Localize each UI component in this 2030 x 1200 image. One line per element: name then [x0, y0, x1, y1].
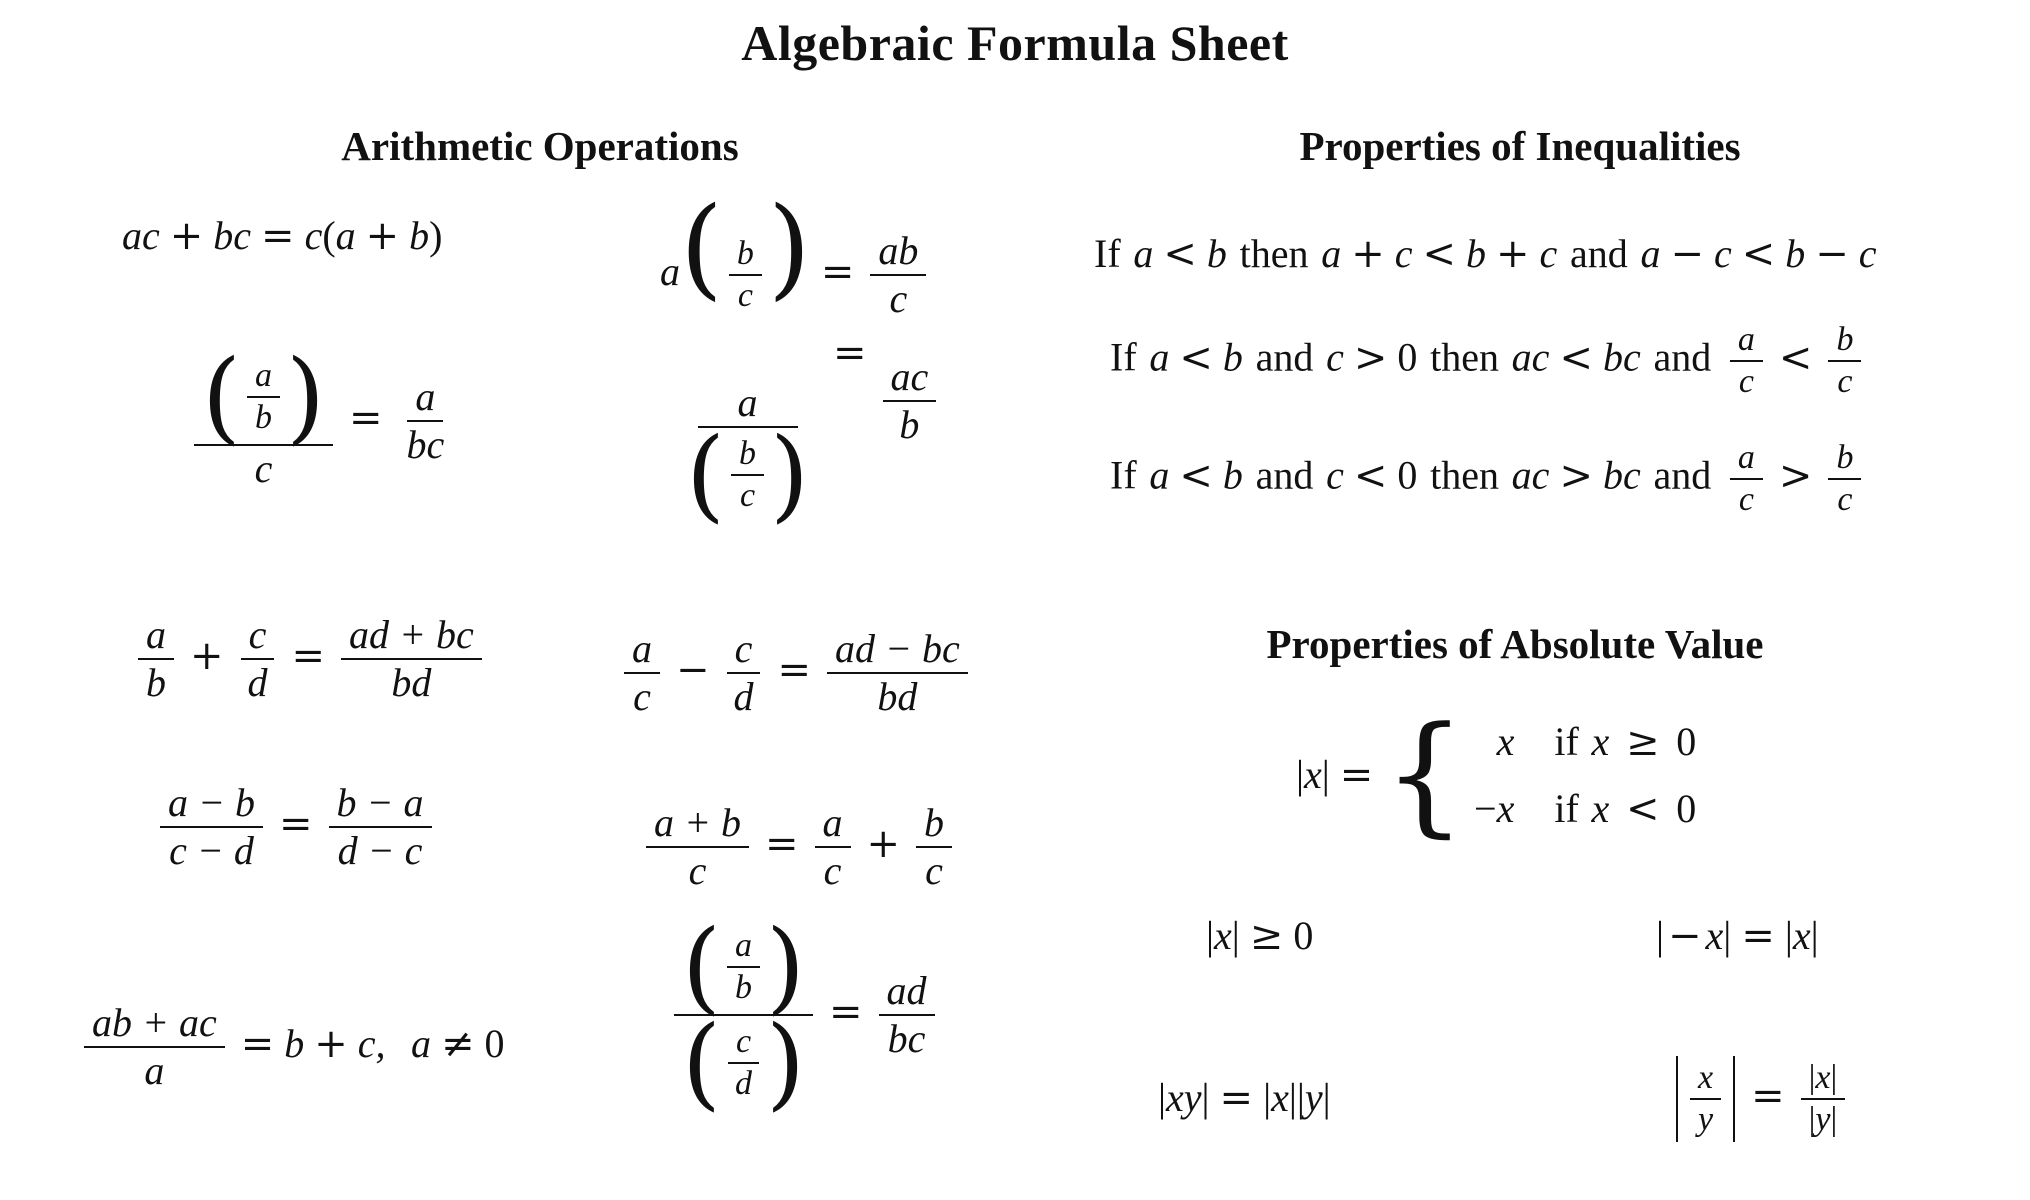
absolute-value-definition: | x | = { x if x ≥ 0 −x if x < 0 [1296, 698, 1697, 850]
absolute-value-product: |xy| = |x||y| [1158, 1075, 1331, 1121]
formula-a-over-fraction: a ( $\frac{b}{c}$ ) = $\frac{ac}{b}$ [672, 380, 942, 522]
formula-fraction-subtraction: $\frac{a}{c}$ − $\frac{c}{d}$ = $\frac{ad - bc}{bd}$ [618, 626, 974, 720]
formula-a-times-fraction: a( $\frac{b}{c}$ ) = $\frac{ab}{c}$ [660, 198, 932, 322]
inequality-add-subtract: If a < b then a + c < b + c and a − c < b − c [1094, 231, 1877, 277]
formula-fraction-addition: $\frac{a}{b}$ + $\frac{c}{d}$ = $\frac{ad + bc}{bd}$ [132, 612, 488, 706]
inequality-multiply-positive: If a < b and c > 0 then ac < bc and $\frac{a}{c}$ < $\frac{b}{c}$ [1110, 320, 1867, 401]
section-title-absolute-value: Properties of Absolute Value [1266, 621, 1764, 667]
absolute-value-quotient: $\frac{x}{y}$ = | x | | y | [1670, 1056, 1851, 1142]
formula-distributive: ac + bc = c(a + b) [122, 213, 443, 259]
section-title-inequalities: Properties of Inequalities [1299, 123, 1741, 169]
formula-split-numerator: $\frac{a + b}{c}$ = $\frac{a}{c}$ + $\frac{b}{c}$ [640, 800, 958, 894]
inequality-multiply-negative: If a < b and c < 0 then ac > bc and $\frac{a}{c}$ > $\frac{b}{c}$ [1110, 438, 1867, 519]
page-title: Algebraic Formula Sheet [741, 15, 1289, 71]
absolute-value-nonnegative: |x| ≥ 0 [1206, 913, 1314, 959]
formula-cancel-a: $\frac{ab + ac}{a}$ = b + c, a ≠ 0 [78, 1000, 505, 1094]
section-title-arithmetic: Arithmetic Operations [341, 123, 739, 169]
formula-complex-fraction: ( $\frac{a}{b}$ ) ( $\frac{c}{d}$ ) = $\frac{ad}{bc}$ [668, 920, 941, 1110]
absolute-value-negation: | − x| = |x| [1656, 913, 1819, 959]
formula-sign-swap: $\frac{a - b}{c - d}$ = $\frac{b - a}{d - c}$ [154, 780, 438, 874]
formula-fraction-over-c: ( $\frac{a}{b}$ ) c = $\frac{a}{bc}$ [188, 350, 458, 492]
